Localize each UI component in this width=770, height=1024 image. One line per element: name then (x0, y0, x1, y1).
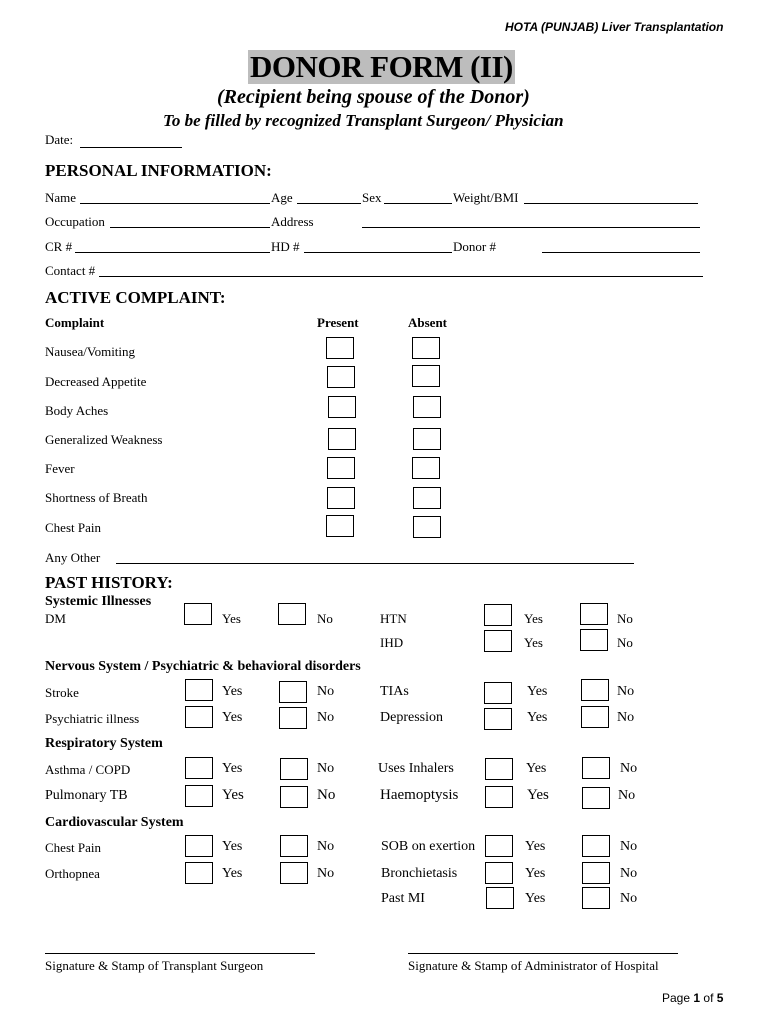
complaint-item: Nausea/Vomiting (45, 344, 136, 359)
htn-yes-checkbox[interactable] (484, 604, 512, 626)
surgeon-signature-label: Signature & Stamp of Transplant Surgeon (45, 958, 264, 973)
no-label: No (317, 761, 335, 776)
weight-field[interactable] (524, 203, 698, 204)
asthma-no-checkbox[interactable] (280, 758, 308, 780)
weight-label: Weight/BMI (453, 190, 519, 205)
chestpain-hx-no-checkbox[interactable] (280, 835, 308, 857)
no-label: No (317, 684, 335, 699)
haemoptysis-no-checkbox[interactable] (582, 787, 610, 809)
sob-exertion-no-checkbox[interactable] (582, 835, 610, 857)
no-label: No (618, 788, 636, 803)
tias-yes-checkbox[interactable] (484, 682, 512, 704)
yes-label: Yes (525, 866, 546, 881)
complaint-item: Fever (45, 461, 75, 476)
yes-label: Yes (527, 684, 548, 699)
orthopnea-yes-checkbox[interactable] (185, 862, 213, 884)
nervous-heading: Nervous System / Psychiatric & behavioral disorders (45, 659, 361, 674)
history-heading: PAST HISTORY: (45, 573, 173, 592)
tb-no-checkbox[interactable] (280, 786, 308, 808)
surgeon-signature-line[interactable] (45, 953, 315, 954)
address-label: Address (271, 214, 314, 229)
contact-label: Contact # (45, 263, 96, 278)
complaint-item: Chest Pain (45, 520, 101, 535)
no-label: No (617, 684, 635, 699)
no-label: No (317, 710, 335, 725)
personal-heading: PERSONAL INFORMATION: (45, 161, 272, 180)
inhalers-yes-checkbox[interactable] (485, 758, 513, 780)
dm-label: DM (45, 611, 66, 626)
no-label: No (317, 839, 335, 854)
hd-field[interactable] (304, 252, 452, 253)
complaint-item: Generalized Weakness (45, 432, 163, 447)
name-field[interactable] (80, 203, 270, 204)
respiratory-heading: Respiratory System (45, 736, 163, 751)
complaint-item: Body Aches (45, 403, 109, 418)
nausea-absent-checkbox[interactable] (412, 337, 440, 359)
age-label: Age (271, 190, 293, 205)
pastmi-label: Past MI (381, 891, 425, 906)
yes-label: Yes (527, 710, 548, 725)
yes-label: Yes (222, 839, 243, 854)
yes-label: Yes (524, 611, 543, 626)
any-other-field[interactable] (116, 563, 634, 564)
age-field[interactable] (297, 203, 361, 204)
yes-label: Yes (527, 787, 549, 803)
form-instruction: To be filled by recognized Transplant Surgeon/ Physician (163, 111, 564, 130)
complaint-col-header: Complaint (45, 315, 105, 330)
dm-yes-checkbox[interactable] (184, 603, 212, 625)
no-label: No (620, 891, 638, 906)
systemic-heading: Systemic Illnesses (45, 594, 152, 609)
tias-no-checkbox[interactable] (581, 679, 609, 701)
chestpain-hx-yes-checkbox[interactable] (185, 835, 213, 857)
page-prefix: Page (662, 991, 691, 1005)
ihd-label: IHD (380, 635, 404, 650)
yes-label: Yes (525, 891, 546, 906)
donor-label: Donor # (453, 239, 496, 254)
weakness-present-checkbox[interactable] (328, 428, 356, 450)
chestpain-label: Chest Pain (45, 840, 101, 855)
yes-label: Yes (222, 710, 243, 725)
ihd-no-checkbox[interactable] (580, 629, 608, 651)
yes-label: Yes (526, 761, 547, 776)
inhalers-label: Uses Inhalers (378, 761, 454, 776)
occupation-field[interactable] (110, 227, 270, 228)
stroke-no-checkbox[interactable] (279, 681, 307, 703)
htn-no-checkbox[interactable] (580, 603, 608, 625)
no-label: No (617, 635, 633, 650)
orthopnea-no-checkbox[interactable] (280, 862, 308, 884)
yes-label: Yes (222, 684, 243, 699)
fever-present-checkbox[interactable] (327, 457, 355, 479)
stroke-yes-checkbox[interactable] (185, 679, 213, 701)
inhalers-no-checkbox[interactable] (582, 757, 610, 779)
page-number (662, 991, 723, 1005)
pastmi-yes-checkbox[interactable] (486, 887, 514, 909)
yes-label: Yes (222, 787, 244, 803)
present-col-header: Present (317, 315, 359, 330)
bronch-yes-checkbox[interactable] (485, 862, 513, 884)
complaint-heading: ACTIVE COMPLAINT: (45, 288, 226, 307)
depression-yes-checkbox[interactable] (484, 708, 512, 730)
tb-label: Pulmonary TB (45, 788, 128, 803)
bodyaches-present-checkbox[interactable] (328, 396, 356, 418)
page-of: of (703, 991, 714, 1005)
page-current: 1 (693, 991, 701, 1005)
chestpain-absent-checkbox[interactable] (413, 516, 441, 538)
form-subtitle: (Recipient being spouse of the Donor) (217, 86, 530, 108)
any-other-label: Any Other (45, 550, 101, 565)
depression-label: Depression (380, 710, 443, 725)
asthma-yes-checkbox[interactable] (185, 757, 213, 779)
yes-label: Yes (525, 839, 546, 854)
complaint-item: Decreased Appetite (45, 374, 147, 389)
donor-field[interactable] (542, 252, 700, 253)
yes-label: Yes (222, 866, 243, 881)
sob-absent-checkbox[interactable] (413, 487, 441, 509)
orthopnea-label: Orthopnea (45, 866, 100, 881)
bodyaches-absent-checkbox[interactable] (413, 396, 441, 418)
header-org: HOTA (PUNJAB) Liver Transplantation (505, 20, 724, 34)
form-title: DONOR FORM (II) (250, 49, 513, 84)
cardio-heading: Cardiovascular System (45, 815, 184, 830)
psych-label: Psychiatric illness (45, 711, 140, 726)
sex-label: Sex (362, 190, 382, 205)
contact-field[interactable] (99, 276, 703, 277)
date-field[interactable] (80, 147, 182, 148)
appetite-present-checkbox[interactable] (327, 366, 355, 388)
haemoptysis-label: Haemoptysis (380, 787, 459, 803)
no-label: No (620, 839, 638, 854)
sob-present-checkbox[interactable] (327, 487, 355, 509)
no-label: No (317, 611, 333, 626)
htn-label: HTN (380, 611, 407, 626)
stroke-label: Stroke (45, 685, 79, 700)
appetite-absent-checkbox[interactable] (412, 365, 440, 387)
haemoptysis-yes-checkbox[interactable] (485, 786, 513, 808)
name-label: Name (45, 190, 77, 205)
no-label: No (317, 866, 335, 881)
admin-signature-label: Signature & Stamp of Administrator of Hospital (408, 958, 659, 973)
hd-label: HD # (271, 239, 300, 254)
address-field[interactable] (362, 227, 700, 228)
tb-yes-checkbox[interactable] (185, 785, 213, 807)
fever-absent-checkbox[interactable] (412, 457, 440, 479)
weakness-absent-checkbox[interactable] (413, 428, 441, 450)
yes-label: Yes (524, 635, 543, 650)
sob-exertion-yes-checkbox[interactable] (485, 835, 513, 857)
date-label: Date: (45, 132, 74, 147)
pastmi-no-checkbox[interactable] (582, 887, 610, 909)
nausea-present-checkbox[interactable] (326, 337, 354, 359)
depression-no-checkbox[interactable] (581, 706, 609, 728)
complaint-item: Shortness of Breath (45, 490, 148, 505)
absent-col-header: Absent (408, 315, 448, 330)
no-label: No (317, 787, 336, 803)
bronch-no-checkbox[interactable] (582, 862, 610, 884)
bronch-label: Bronchietasis (381, 866, 458, 881)
dm-no-checkbox[interactable] (278, 603, 306, 625)
cr-field[interactable] (75, 252, 270, 253)
no-label: No (617, 611, 633, 626)
sex-field[interactable] (384, 203, 452, 204)
yes-label: Yes (222, 611, 241, 626)
page-total: 5 (716, 991, 724, 1005)
no-label: No (617, 710, 635, 725)
psych-yes-checkbox[interactable] (185, 706, 213, 728)
occupation-label: Occupation (45, 214, 105, 229)
tias-label: TIAs (380, 684, 409, 699)
asthma-label: Asthma / COPD (45, 762, 131, 777)
admin-signature-line[interactable] (408, 953, 678, 954)
yes-label: Yes (222, 761, 243, 776)
psych-no-checkbox[interactable] (279, 707, 307, 729)
no-label: No (620, 761, 638, 776)
no-label: No (620, 866, 638, 881)
ihd-yes-checkbox[interactable] (484, 630, 512, 652)
sob-exertion-label: SOB on exertion (381, 839, 476, 854)
chestpain-present-checkbox[interactable] (326, 515, 354, 537)
cr-label: CR # (45, 239, 73, 254)
